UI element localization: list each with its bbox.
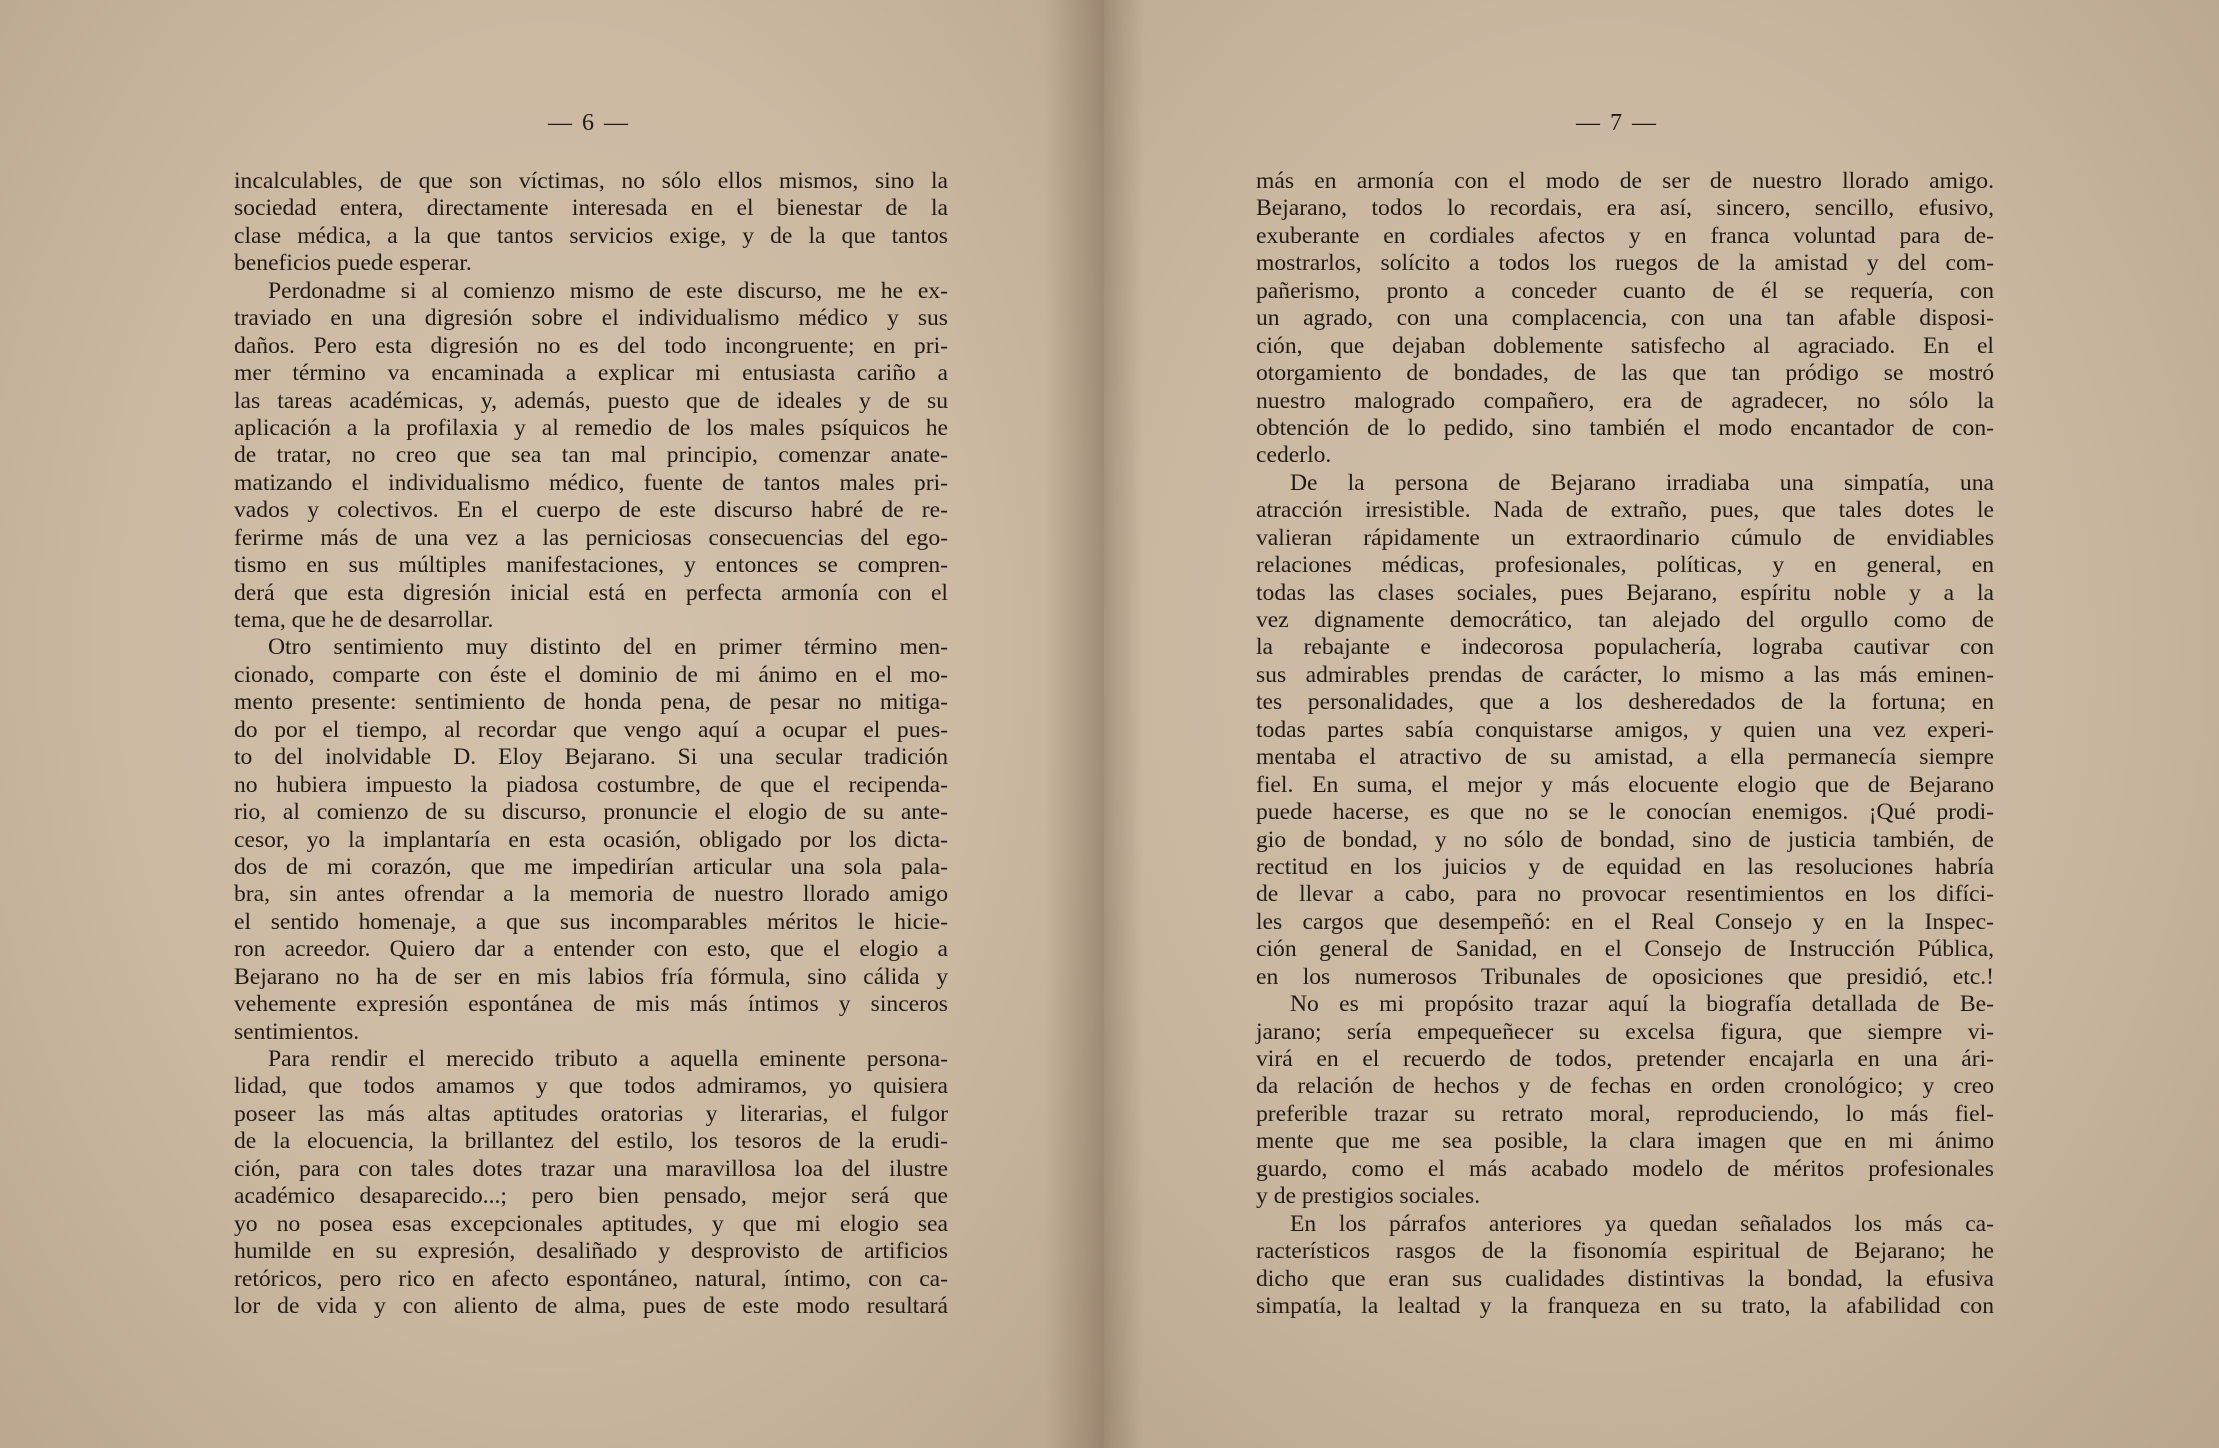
text-line: todas las clases sociales, pues Bejarano, espíritu noble y a la [1256,579,1994,606]
text-line: rio, al comienzo de su discurso, pronuncie el elogio de su ante- [234,799,948,826]
text-line: fiel. En suma, el mejor y más elocuente elogio que de Bejarano [1256,771,1994,798]
text-line: lidad, que todos amamos y que todos admiramos, yo quisiera [234,1073,948,1100]
text-line: de llevar a cabo, para no provocar resentimientos en los difíci- [1256,881,1994,908]
text-line: cederlo. [1256,442,1332,469]
text-line: dos de mi corazón, que me impedirían articular una sola pala- [234,853,948,880]
text-line: Perdonadme si al comienzo mismo de este discurso, me he ex- [268,277,948,304]
text-line: mer término va encaminada a explicar mi entusiasta cariño a [234,360,948,387]
text-line: de tratar, no creo que sea tan mal principio, comenzar anate- [234,442,948,469]
text-line: cesor, yo la implantaría en esta ocasión, obligado por los dicta- [234,826,948,853]
left-page [0,0,1104,1448]
text-line: clase médica, a la que tantos servicios exige, y de la que tantos [234,222,948,249]
text-line: un agrado, con una complacencia, con una tan afable disposi- [1256,305,1994,332]
text-line: Bejarano no ha de ser en mis labios fría fórmula, sino cálida y [234,963,948,990]
text-line: nuestro malogrado compañero, era de agradecer, no sólo la [1256,387,1994,414]
text-line: racterísticos rasgos de la fisonomía espiritual de Bejarano; he [1256,1238,1994,1265]
text-line: tema, que he de desarrollar. [234,607,494,633]
text-line: tes personalidades, que a los desheredados de la fortuna; en [1256,689,1994,716]
text-line: sentimientos. [234,1018,360,1045]
text-line: puede hacerse, es que no se le conocían enemigos. ¡Qué prodi- [1256,799,1994,826]
text-line: vados y colectivos. En el cuerpo de este discurso habré de re- [234,497,948,524]
text-line: cionado, comparte con éste el dominio de mi ánimo en el mo- [234,661,948,688]
text-line: simpatía, la lealtad y la franqueza en su trato, la afabilidad con [1256,1292,1994,1319]
text-line: guardo, como el más acabado modelo de méritos profesionales [1256,1155,1994,1182]
text-line: Otro sentimiento muy distinto del en primer término men- [268,634,948,661]
text-line: humilde en su expresión, desaliñado y desprovisto de artificios [234,1238,948,1265]
text-line: más en armonía con el modo de ser de nuestro llorado amigo. [1256,168,1994,194]
text-line: poseer las más altas aptitudes oratorias y literarias, el fulgor [234,1100,948,1127]
text-line: la rebajante e indecorosa populachería, lograba cautivar con [1256,634,1994,661]
text-line: obtención de lo pedido, sino también el modo encantador de con- [1256,414,1994,441]
text-line: Bejarano, todos lo recordais, era así, sincero, sencillo, efusivo, [1256,195,1994,222]
body-text [234,168,948,1320]
text-line: Para rendir el merecido tributo a aquella eminente persona- [268,1046,948,1072]
text-line: rectitud en los juicios y de equidad en las resoluciones habría [1256,853,1994,880]
text-line: ferirme más de una vez a las perniciosas consecuencias del ego- [234,524,948,551]
text-line: En los párrafos anteriores ya quedan señalados los más ca- [1290,1210,1994,1237]
text-line: do por el tiempo, al recordar que vengo aquí a ocupar el pues- [234,716,948,743]
text-line: incalculables, de que son víctimas, no sólo ellos mismos, sino la [234,168,948,194]
text-line: tismo en sus múltiples manifestaciones, y entonces se compren- [234,552,948,579]
text-line: en los numerosos Tribunales de oposiciones que presidió, etc.! [1256,963,1994,990]
text-line: valieran rápidamente un extraordinario cúmulo de envidiables [1256,524,1994,551]
text-line: lor de vida y con aliento de alma, pues de este modo resultará [234,1292,948,1319]
text-line: todas partes sabía conquistarse amigos, y quien una vez experi- [1256,716,1994,743]
text-line: beneficios puede esperar. [234,250,472,277]
text-line: preferible trazar su retrato moral, reproduciendo, lo más fiel- [1256,1100,1994,1127]
text-line: jarano; sería empequeñecer su excelsa figura, que siempre vi- [1256,1018,1994,1045]
right-page [1104,0,2219,1448]
body-text [1256,168,1994,1320]
text-line: exuberante en cordiales afectos y en franca voluntad para de- [1256,222,1994,249]
text-line: matizando el individualismo médico, fuente de tantos males pri- [234,469,948,496]
gutter-shadow [1044,0,1104,1448]
text-line: sociedad entera, directamente interesada en el bienestar de la [234,195,948,222]
text-line: relaciones médicas, profesionales, políticas, y en general, en [1256,552,1994,579]
text-line: vehemente expresión espontánea de mis más íntimos y sinceros [234,991,948,1018]
text-line: de la elocuencia, la brillantez del estilo, los tesoros de la erudi- [234,1128,948,1155]
gutter-shadow [1104,0,1144,1448]
text-line: mostrarlos, solícito a todos los ruegos de la amistad y del com- [1256,250,1994,277]
text-line: dicho que eran sus cualidades distintivas la bondad, la efusiva [1256,1265,1994,1292]
text-line: no hubiera impuesto la piadosa costumbre, de que el recipenda- [234,771,948,798]
text-line: y de prestigios sociales. [1256,1183,1481,1210]
text-line: ción general de Sanidad, en el Consejo de Instrucción Pública, [1256,936,1994,963]
page-number: — 6 — [548,110,630,136]
text-line: les cargos que desempeñó: en el Real Consejo y en la Inspec- [1256,908,1994,935]
text-line: académico desaparecido...; pero bien pensado, mejor será que [234,1183,948,1210]
text-line: vez dignamente democrático, tan alejado del orgullo como de [1256,607,1994,633]
text-line: to del inolvidable D. Eloy Bejarano. Si una secular tradición [234,744,948,771]
text-line: retóricos, pero rico en afecto espontáneo, natural, íntimo, con ca- [234,1265,948,1292]
text-line: yo no posea esas excepcionales aptitudes, y que mi elogio sea [234,1210,948,1237]
text-line: De la persona de Bejarano irradiaba una simpatía, una [1290,469,1994,496]
text-line: mento presente: sentimiento de honda pena, de pesar no mitiga- [234,689,948,716]
text-line: daños. Pero esta digresión no es del todo incongruente; en pri- [234,332,948,359]
text-line: el sentido homenaje, a que sus incomparables méritos le hicie- [234,908,948,935]
text-line: bra, sin antes ofrendar a la memoria de nuestro llorado amigo [234,881,948,908]
text-line: las tareas académicas, y, además, puesto que de ideales y de su [234,387,948,414]
text-line: traviado en una digresión sobre el individualismo médico y sus [234,305,948,332]
text-line: virá en el recuerdo de todos, pretender encajarla en una ári- [1256,1046,1994,1072]
text-line: derá que esta digresión inicial está en perfecta armonía con el [234,579,948,606]
text-line: sus admirables prendas de carácter, lo mismo a las más eminen- [1256,661,1994,688]
text-line: mente que me sea posible, la clara imagen que en mi ánimo [1256,1128,1994,1155]
text-line: atracción irresistible. Nada de extraño, pues, que tales dotes le [1256,497,1994,524]
text-line: ción, para con tales dotes trazar una maravillosa loa del ilustre [234,1155,948,1182]
text-line: ción, que dejaban doblemente satisfecho al agraciado. En el [1256,332,1994,359]
text-line: ron acreedor. Quiero dar a entender con esto, que el elogio a [234,936,948,963]
text-line: aplicación a la profilaxia y al remedio de los males psíquicos he [234,414,948,441]
text-line: da relación de hechos y de fechas en orden cronológico; y creo [1256,1073,1994,1100]
text-line: otorgamiento de bondades, de las que tan pródigo se mostró [1256,360,1994,387]
text-line: No es mi propósito trazar aquí la biografía detallada de Be- [1290,991,1994,1018]
text-line: pañerismo, pronto a conceder cuanto de él se requería, con [1256,277,1994,304]
page-number: — 7 — [1576,110,1658,136]
text-line: mentaba el atractivo de su amistad, a ella permanecía siempre [1256,744,1994,771]
text-line: gio de bondad, y no sólo de bondad, sino de justicia también, de [1256,826,1994,853]
